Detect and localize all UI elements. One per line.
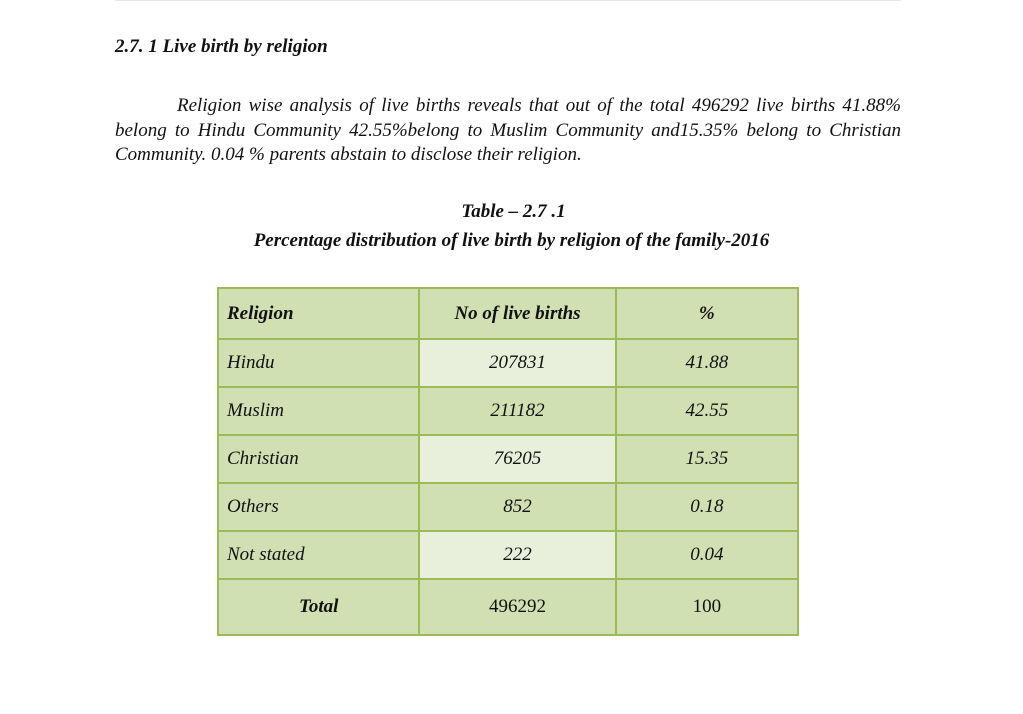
cell-births: 207831 [419, 339, 615, 387]
cell-percent: 42.55 [616, 387, 798, 435]
table-number: Table – 2.7 .1 [461, 201, 566, 222]
cell-percent: 0.18 [616, 483, 798, 531]
body-paragraph: Religion wise analysis of live births reveals that out of the total 496292 live births 41.88% belong to Hindu Community 42.55%belong to Muslim Community and15.35% belong to Christian Community. 0.04 % parents abstain to disclose their religion. [115, 95, 901, 165]
cell-percent: 15.35 [616, 435, 798, 483]
table-row [218, 483, 798, 531]
cell-religion: Not stated [218, 531, 419, 579]
cell-percent: 0.04 [616, 531, 798, 579]
table-row [218, 435, 798, 483]
cell-religion: Hindu [218, 339, 419, 387]
header-percent: % [616, 288, 798, 339]
cell-percent: 41.88 [616, 339, 798, 387]
total-percent: 100 [616, 579, 798, 635]
header-religion: Religion [218, 288, 419, 339]
table-row [218, 531, 798, 579]
cell-religion: Muslim [218, 387, 419, 435]
table-row [218, 387, 798, 435]
cell-religion: Others [218, 483, 419, 531]
table-caption: Percentage distribution of live birth by religion of the family-2016 [253, 230, 770, 251]
cell-births: 211182 [419, 387, 615, 435]
table-total-row [218, 579, 798, 635]
cell-births: 852 [419, 483, 615, 531]
table-header-row [218, 288, 798, 339]
religion-birth-table [217, 287, 799, 636]
header-births: No of live births [419, 288, 615, 339]
top-rule [115, 0, 901, 1]
cell-births: 222 [419, 531, 615, 579]
total-births: 496292 [419, 579, 615, 635]
cell-births: 76205 [419, 435, 615, 483]
total-label: Total [218, 579, 419, 635]
section-heading: 2.7. 1 Live birth by religion [115, 36, 328, 57]
table-row [218, 339, 798, 387]
cell-religion: Christian [218, 435, 419, 483]
